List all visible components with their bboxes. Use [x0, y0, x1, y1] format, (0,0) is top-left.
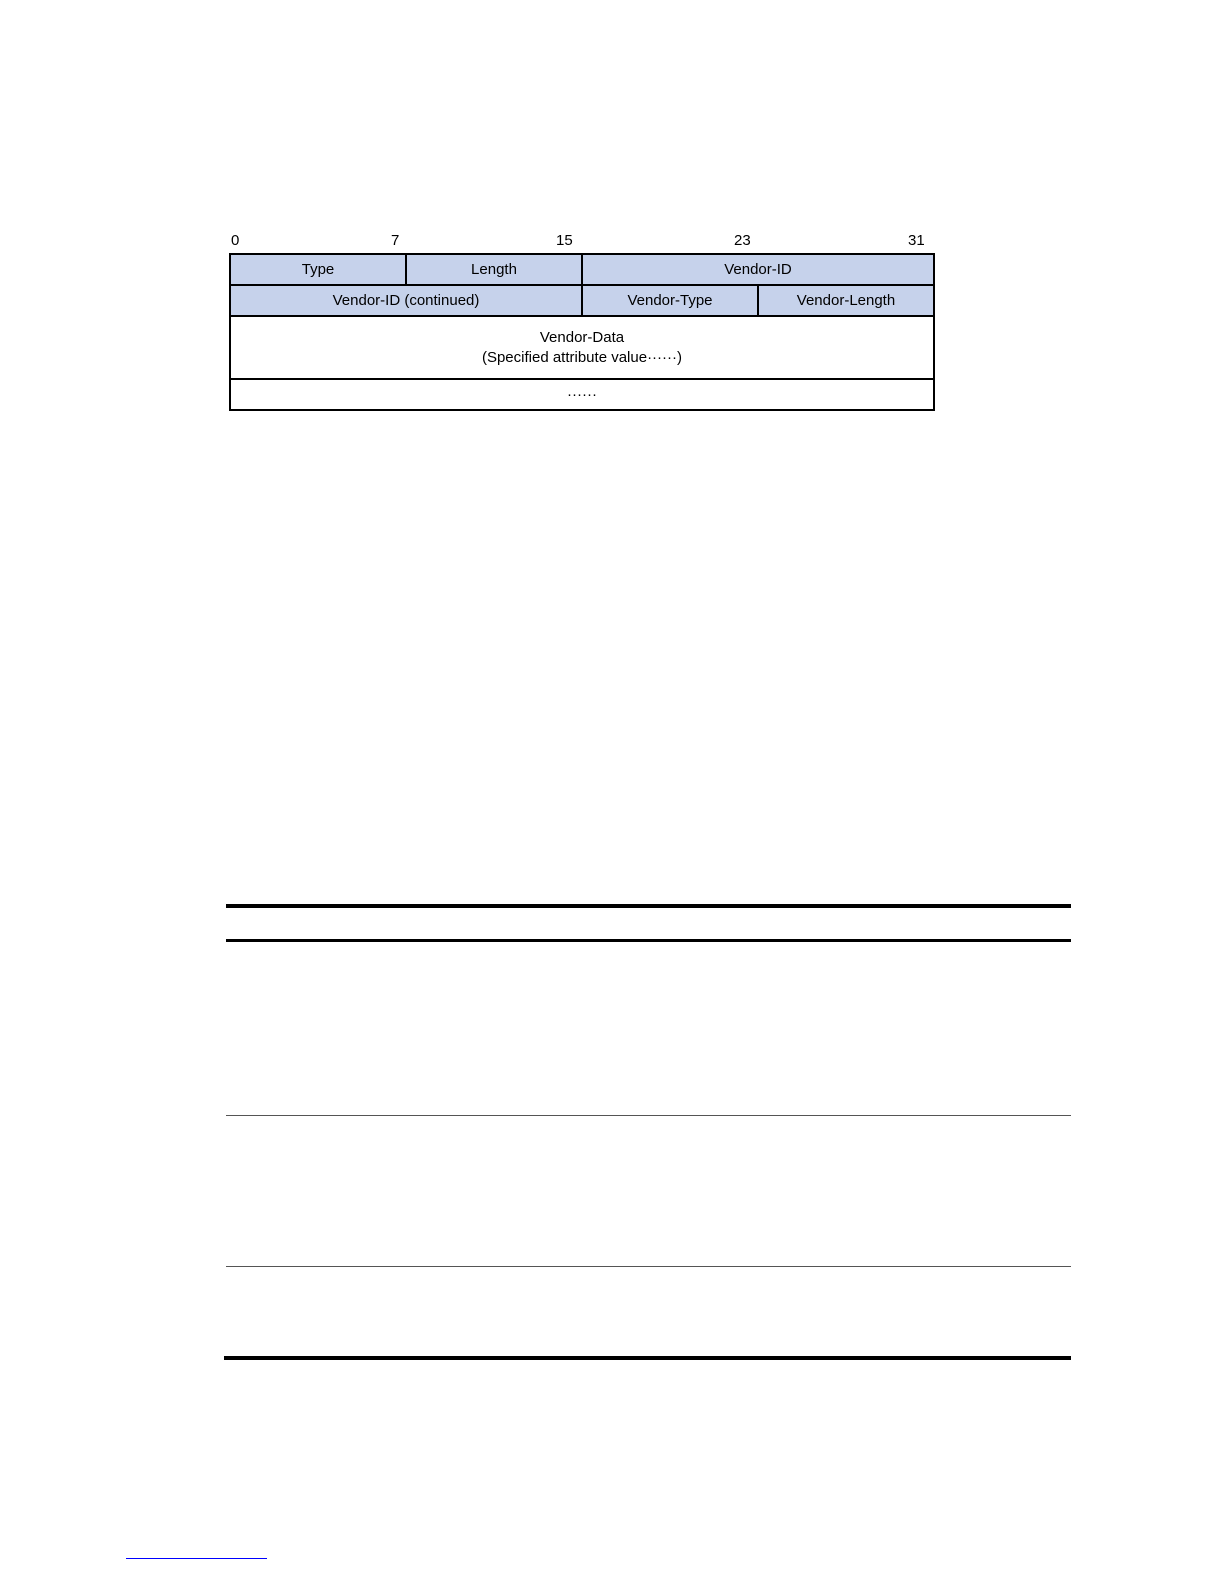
format-row-3	[230, 316, 934, 379]
table-header-rule	[226, 939, 1071, 942]
bit-label-23: 23	[734, 232, 751, 249]
field-vendor-id-continued	[230, 285, 582, 316]
bit-label-31: 31	[908, 232, 925, 249]
field-vendor-id	[582, 254, 934, 285]
bit-label-0: 0	[231, 232, 240, 249]
table-bottom-rule	[224, 1356, 1071, 1360]
table-top-rule	[226, 904, 1071, 908]
field-length-label: Length	[471, 260, 517, 278]
field-vendor-id-label: Vendor-ID	[724, 260, 792, 278]
field-vendor-id-continued-label: Vendor-ID (continued)	[332, 291, 480, 309]
field-vendor-type	[582, 285, 758, 316]
bit-label-15: 15	[556, 232, 573, 249]
field-vendor-length	[758, 285, 934, 316]
table-row-divider-2	[226, 1266, 1071, 1267]
table-row-divider-1	[226, 1115, 1071, 1116]
bit-label-7: 7	[391, 232, 400, 249]
field-continuation	[230, 379, 934, 410]
field-type-label: Type	[301, 260, 335, 278]
field-vendor-length-label: Vendor-Length	[796, 291, 896, 309]
field-continuation-ellipsis: ······	[567, 385, 597, 403]
field-vendor-type-label: Vendor-Type	[627, 291, 713, 309]
field-length	[406, 254, 582, 285]
vendor-specific-attribute-format	[229, 253, 935, 411]
field-type	[230, 254, 406, 285]
footnote-separator	[126, 1558, 267, 1559]
format-row-2	[230, 285, 934, 316]
field-vendor-data	[230, 316, 934, 379]
format-row-1	[230, 254, 934, 285]
format-row-4	[230, 379, 934, 410]
field-vendor-data-note: (Specified attribute value······)	[481, 348, 683, 366]
field-vendor-data-label: Vendor-Data	[539, 328, 625, 346]
